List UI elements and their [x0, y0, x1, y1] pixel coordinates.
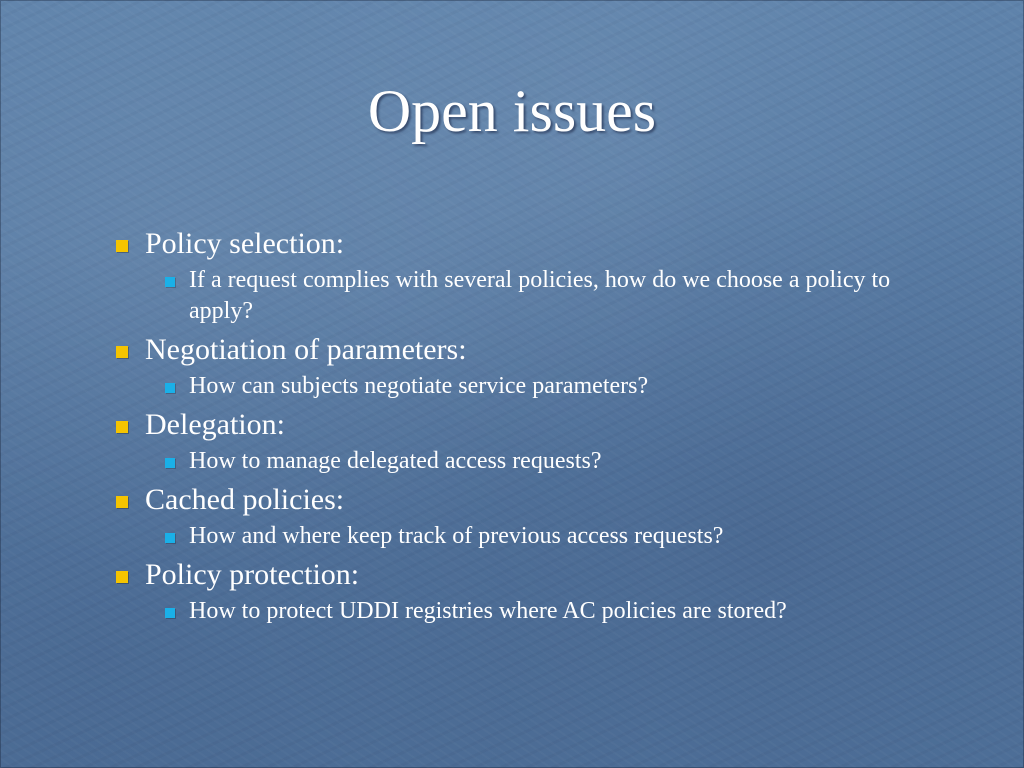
square-bullet-icon — [165, 383, 175, 393]
sub-bullet-text: If a request complies with several policies, how do we choose a policy to apply? — [189, 267, 891, 324]
bullet-text: Cached policies: — [145, 483, 345, 516]
square-bullet-icon — [116, 421, 128, 433]
bullet-text: Policy selection: — [145, 227, 345, 260]
square-bullet-icon — [116, 571, 128, 583]
bullet-item-policy-protection — [112, 555, 932, 595]
sub-bullet-item — [112, 265, 932, 327]
slide-content — [112, 224, 932, 627]
bullet-text: Negotiation of parameters: — [145, 333, 467, 366]
sub-bullet-text: How and where keep track of previous access requests? — [189, 523, 724, 549]
bullet-list — [112, 224, 932, 627]
sub-bullet-item — [112, 596, 932, 627]
sub-bullet-item — [112, 521, 932, 552]
square-bullet-icon — [165, 277, 175, 287]
sub-bullet-item — [112, 446, 932, 477]
bullet-item-negotiation — [112, 330, 932, 370]
bullet-item-policy-selection — [112, 224, 932, 264]
sub-bullet-text: How to manage delegated access requests? — [189, 448, 602, 474]
sub-bullet-text: How to protect UDDI registries where AC policies are stored? — [189, 598, 787, 624]
bullet-text: Policy protection: — [145, 558, 360, 591]
square-bullet-icon — [165, 533, 175, 543]
square-bullet-icon — [165, 608, 175, 618]
slide-title: Open issues — [367, 78, 657, 144]
bullet-item-delegation — [112, 405, 932, 445]
square-bullet-icon — [116, 496, 128, 508]
bullet-text: Delegation: — [145, 408, 285, 441]
bullet-item-cached-policies — [112, 480, 932, 520]
sub-bullet-text: How can subjects negotiate service parameters? — [189, 373, 649, 399]
square-bullet-icon — [116, 240, 128, 252]
square-bullet-icon — [165, 458, 175, 468]
sub-bullet-item — [112, 371, 932, 402]
square-bullet-icon — [116, 346, 128, 358]
